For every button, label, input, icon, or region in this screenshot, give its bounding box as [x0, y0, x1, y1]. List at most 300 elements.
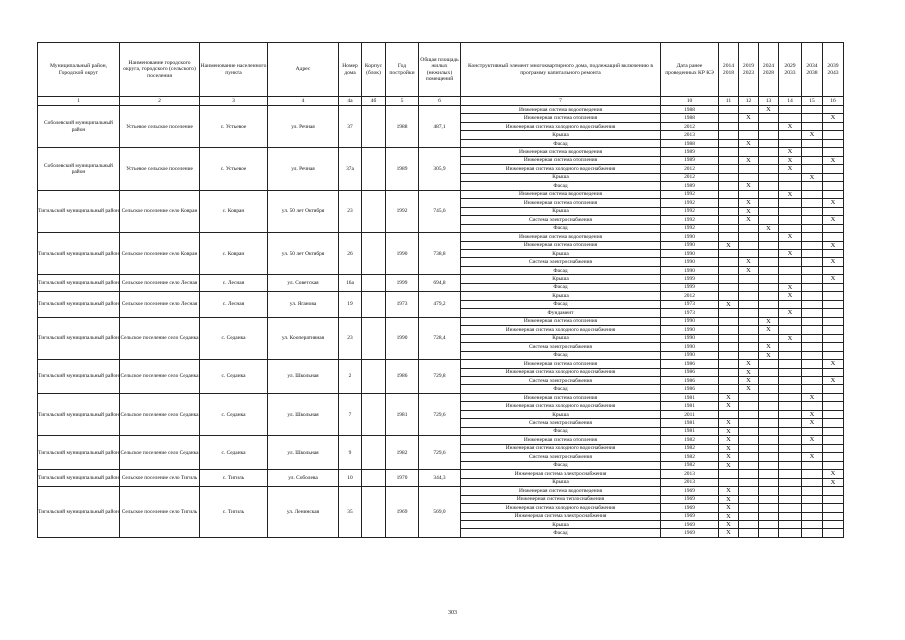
period-mark-cell: [779, 393, 802, 401]
locality-cell: с. Тигиль: [200, 470, 268, 487]
structural-element-cell: Инженерная система отопления: [461, 393, 661, 401]
period-mark-cell: [779, 266, 802, 274]
structural-element-cell: Инженерная система водоотведения: [461, 106, 661, 114]
period-mark-cell: [823, 368, 844, 376]
prior-repair-date-cell: 1988: [661, 114, 719, 122]
settlement-cell: Сельское поселение село Лесная: [120, 292, 200, 317]
period-mark-cell: [779, 275, 802, 283]
period-mark-cell: [802, 114, 823, 122]
period-mark-cell: [759, 148, 779, 156]
prior-repair-date-cell: 1969: [661, 495, 719, 503]
structural-element-cell: Крыша: [461, 410, 661, 418]
period-mark-cell: X: [779, 148, 802, 156]
period-mark-cell: [719, 326, 739, 334]
prior-repair-date-cell: 1989: [661, 148, 719, 156]
column-header: 2014 2018: [719, 43, 739, 97]
period-mark-cell: X: [823, 470, 844, 478]
period-mark-cell: X: [719, 419, 739, 427]
column-number: 4а: [339, 97, 362, 106]
locality-cell: с. Седанка: [200, 317, 268, 359]
period-mark-cell: [779, 182, 802, 190]
period-mark-cell: X: [739, 216, 759, 224]
period-mark-cell: [823, 419, 844, 427]
period-mark-cell: [802, 504, 823, 512]
period-mark-cell: [719, 258, 739, 266]
period-mark-cell: X: [719, 402, 739, 410]
period-mark-cell: [739, 224, 759, 232]
period-mark-cell: [802, 529, 823, 537]
column-number: 10: [661, 97, 719, 106]
column-number: 6: [419, 97, 461, 106]
period-mark-cell: [759, 241, 779, 249]
structural-element-cell: Крыша: [461, 478, 661, 486]
column-header: Адрес: [268, 43, 339, 97]
house-number-cell: 35: [339, 487, 362, 538]
district-cell: Соболевский муниципальный район: [38, 148, 120, 190]
period-mark-cell: [779, 461, 802, 469]
period-mark-cell: X: [719, 300, 739, 308]
block-cell: [362, 317, 386, 359]
period-mark-cell: [759, 334, 779, 342]
period-mark-cell: [802, 478, 823, 486]
period-mark-cell: X: [759, 106, 779, 114]
structural-element-cell: Система электроснабжения: [461, 216, 661, 224]
settlement-cell: Устьевое сельское поселение: [120, 148, 200, 190]
period-mark-cell: X: [719, 444, 739, 452]
prior-repair-date-cell: 1990: [661, 233, 719, 241]
block-cell: [362, 470, 386, 487]
period-mark-cell: [779, 131, 802, 139]
capital-repair-table: [37, 42, 844, 538]
settlement-cell: Сельское поселение село Седанка: [120, 360, 200, 394]
period-mark-cell: [779, 377, 802, 385]
area-cell: 305,9: [419, 148, 461, 190]
period-mark-cell: [802, 156, 823, 164]
block-cell: [362, 393, 386, 435]
prior-repair-date-cell: 1999: [661, 283, 719, 291]
period-mark-cell: X: [823, 199, 844, 207]
period-mark-cell: [823, 427, 844, 435]
period-mark-cell: X: [759, 224, 779, 232]
period-mark-cell: [759, 300, 779, 308]
period-mark-cell: [759, 393, 779, 401]
period-mark-cell: [779, 343, 802, 351]
table-row: [38, 317, 844, 325]
period-mark-cell: [802, 385, 823, 393]
period-mark-cell: [759, 190, 779, 198]
period-mark-cell: [779, 520, 802, 528]
period-mark-cell: [739, 453, 759, 461]
area-cell: 729,8: [419, 360, 461, 394]
year-built-cell: 1990: [386, 317, 419, 359]
prior-repair-date-cell: 1982: [661, 453, 719, 461]
period-mark-cell: [802, 360, 823, 368]
structural-element-cell: Инженерная система водоотведения: [461, 148, 661, 156]
period-mark-cell: X: [759, 326, 779, 334]
address-cell: ул. Яганова: [268, 292, 339, 317]
period-mark-cell: [802, 402, 823, 410]
period-mark-cell: X: [739, 360, 759, 368]
period-mark-cell: [759, 410, 779, 418]
period-mark-cell: [719, 216, 739, 224]
period-mark-cell: [739, 393, 759, 401]
structural-element-cell: Фасад: [461, 529, 661, 537]
column-header: Муниципальный район, Городской округ: [38, 43, 120, 97]
period-mark-cell: [779, 360, 802, 368]
period-mark-cell: [759, 131, 779, 139]
period-mark-cell: [779, 427, 802, 435]
period-mark-cell: [739, 317, 759, 325]
structural-element-cell: Инженерная система отопления: [461, 199, 661, 207]
settlement-cell: Сельское поселение село Седанка: [120, 393, 200, 435]
period-mark-cell: X: [719, 504, 739, 512]
house-number-cell: 9: [339, 436, 362, 470]
period-mark-cell: [739, 512, 759, 520]
period-mark-cell: [823, 343, 844, 351]
capital-repair-sheet: [37, 42, 843, 538]
period-mark-cell: [759, 207, 779, 215]
period-mark-cell: [823, 520, 844, 528]
settlement-cell: Сельское поселение село Ковран: [120, 190, 200, 232]
period-mark-cell: [759, 504, 779, 512]
structural-element-cell: Инженерная система отопления: [461, 114, 661, 122]
period-mark-cell: [779, 207, 802, 215]
period-mark-cell: [779, 173, 802, 181]
structural-element-cell: Инженерная система холодного водоснабжения: [461, 368, 661, 376]
period-mark-cell: [802, 300, 823, 308]
period-mark-cell: [823, 436, 844, 444]
period-mark-cell: [719, 368, 739, 376]
period-mark-cell: [802, 461, 823, 469]
structural-element-cell: Крыша: [461, 249, 661, 257]
structural-element-cell: Инженерная система отопления: [461, 436, 661, 444]
period-mark-cell: [802, 326, 823, 334]
period-mark-cell: [823, 122, 844, 130]
period-mark-cell: [802, 241, 823, 249]
column-number: 5: [386, 97, 419, 106]
year-built-cell: 1969: [386, 487, 419, 538]
period-mark-cell: [779, 487, 802, 495]
structural-element-cell: Инженерная система отопления: [461, 360, 661, 368]
prior-repair-date-cell: 2012: [661, 165, 719, 173]
column-number: 4б: [362, 97, 386, 106]
period-mark-cell: [823, 487, 844, 495]
period-mark-cell: [739, 402, 759, 410]
locality-cell: с. Седанка: [200, 393, 268, 435]
period-mark-cell: [739, 300, 759, 308]
block-cell: [362, 233, 386, 275]
prior-repair-date-cell: 1990: [661, 334, 719, 342]
structural-element-cell: Крыша: [461, 207, 661, 215]
period-mark-cell: [823, 504, 844, 512]
period-mark-cell: [823, 529, 844, 537]
period-mark-cell: [779, 199, 802, 207]
period-mark-cell: [739, 478, 759, 486]
period-mark-cell: [779, 453, 802, 461]
period-mark-cell: [719, 275, 739, 283]
prior-repair-date-cell: 1989: [661, 182, 719, 190]
period-mark-cell: X: [823, 156, 844, 164]
period-mark-cell: [739, 351, 759, 359]
column-header: Корпус (блок): [362, 43, 386, 97]
structural-element-cell: Фасад: [461, 224, 661, 232]
settlement-cell: Сельское поселение село Седанка: [120, 317, 200, 359]
prior-repair-date-cell: 1982: [661, 461, 719, 469]
period-mark-cell: [823, 106, 844, 114]
period-mark-cell: [779, 444, 802, 452]
period-mark-cell: X: [779, 309, 802, 317]
structural-element-cell: Инженерная система отопления: [461, 241, 661, 249]
period-mark-cell: [759, 309, 779, 317]
period-mark-cell: [739, 436, 759, 444]
period-mark-cell: [779, 402, 802, 410]
period-mark-cell: [719, 114, 739, 122]
column-number: 14: [779, 97, 802, 106]
period-mark-cell: [802, 368, 823, 376]
period-mark-cell: [802, 266, 823, 274]
settlement-cell: Сельское поселение село Тигиль: [120, 470, 200, 487]
year-built-cell: 1982: [386, 436, 419, 470]
period-mark-cell: [759, 453, 779, 461]
period-mark-cell: X: [823, 241, 844, 249]
locality-cell: с. Устьевое: [200, 106, 268, 148]
house-number-cell: 19: [339, 292, 362, 317]
structural-element-cell: Инженерная система водоотведения: [461, 190, 661, 198]
period-mark-cell: [739, 190, 759, 198]
prior-repair-date-cell: 1973: [661, 309, 719, 317]
period-mark-cell: [739, 427, 759, 435]
period-mark-cell: [759, 233, 779, 241]
period-mark-cell: [802, 520, 823, 528]
period-mark-cell: [719, 360, 739, 368]
period-mark-cell: [823, 461, 844, 469]
period-mark-cell: [802, 122, 823, 130]
period-mark-cell: X: [739, 156, 759, 164]
period-mark-cell: [719, 317, 739, 325]
period-mark-cell: [823, 131, 844, 139]
period-mark-cell: [802, 309, 823, 317]
column-number: 13: [759, 97, 779, 106]
prior-repair-date-cell: 1990: [661, 351, 719, 359]
period-mark-cell: [759, 495, 779, 503]
period-mark-cell: [719, 249, 739, 257]
period-mark-cell: [802, 249, 823, 257]
period-mark-cell: X: [823, 114, 844, 122]
table-row: [38, 436, 844, 444]
period-mark-cell: X: [779, 122, 802, 130]
period-mark-cell: X: [802, 410, 823, 418]
prior-repair-date-cell: 2013: [661, 131, 719, 139]
period-mark-cell: [802, 165, 823, 173]
period-mark-cell: [823, 266, 844, 274]
period-mark-cell: [759, 385, 779, 393]
period-mark-cell: X: [802, 453, 823, 461]
period-mark-cell: [759, 520, 779, 528]
period-mark-cell: [759, 377, 779, 385]
year-built-cell: 1981: [386, 393, 419, 435]
period-mark-cell: [823, 165, 844, 173]
structural-element-cell: Инженерная система холодного водоснабжения: [461, 326, 661, 334]
period-mark-cell: [779, 410, 802, 418]
structural-element-cell: Инженерная система электроснабжения: [461, 512, 661, 520]
period-mark-cell: [739, 309, 759, 317]
locality-cell: с. Лесная: [200, 275, 268, 292]
period-mark-cell: [759, 529, 779, 537]
period-mark-cell: X: [719, 520, 739, 528]
period-mark-cell: X: [759, 317, 779, 325]
table-row: [38, 233, 844, 241]
period-mark-cell: [739, 292, 759, 300]
column-number: 4: [268, 97, 339, 106]
district-cell: Тигильский муниципальный район: [38, 317, 120, 359]
period-mark-cell: [802, 216, 823, 224]
settlement-cell: Сельское поселение село Тигиль: [120, 487, 200, 538]
prior-repair-date-cell: 1982: [661, 436, 719, 444]
period-mark-cell: [759, 114, 779, 122]
column-header: Год постройки: [386, 43, 419, 97]
period-mark-cell: [802, 283, 823, 291]
period-mark-cell: [739, 148, 759, 156]
period-mark-cell: [823, 317, 844, 325]
period-mark-cell: [719, 283, 739, 291]
period-mark-cell: [779, 351, 802, 359]
period-mark-cell: X: [823, 258, 844, 266]
structural-element-cell: Инженерная система холодного водоснабжения: [461, 165, 661, 173]
structural-element-cell: Крыша: [461, 275, 661, 283]
area-cell: 344,3: [419, 470, 461, 487]
period-mark-cell: [823, 190, 844, 198]
column-header: Наименование городского округа, городского (сельского) поселения: [120, 43, 200, 97]
period-mark-cell: [719, 410, 739, 418]
period-mark-cell: [759, 165, 779, 173]
period-mark-cell: [719, 156, 739, 164]
structural-element-cell: Инженерная система холодного водоснабжения: [461, 402, 661, 410]
structural-element-cell: Система электроснабжения: [461, 419, 661, 427]
period-mark-cell: [739, 410, 759, 418]
prior-repair-date-cell: 2013: [661, 478, 719, 486]
address-cell: ул. Речная: [268, 148, 339, 190]
period-mark-cell: [759, 478, 779, 486]
period-mark-cell: [823, 309, 844, 317]
period-mark-cell: [802, 233, 823, 241]
period-mark-cell: [719, 165, 739, 173]
period-mark-cell: [823, 444, 844, 452]
table-row: [38, 292, 844, 300]
period-mark-cell: X: [739, 385, 759, 393]
period-mark-cell: [802, 207, 823, 215]
period-mark-cell: [823, 351, 844, 359]
period-mark-cell: [739, 241, 759, 249]
table-row: [38, 393, 844, 401]
address-cell: ул. 50 лет Октября: [268, 190, 339, 232]
prior-repair-date-cell: 1986: [661, 385, 719, 393]
period-mark-cell: [802, 377, 823, 385]
table-header: [38, 43, 844, 106]
prior-repair-date-cell: 1981: [661, 427, 719, 435]
address-cell: ул. 50 лет Октября: [268, 233, 339, 275]
period-mark-cell: [779, 470, 802, 478]
period-mark-cell: [759, 368, 779, 376]
prior-repair-date-cell: 1969: [661, 529, 719, 537]
period-mark-cell: [759, 292, 779, 300]
prior-repair-date-cell: 1990: [661, 343, 719, 351]
period-mark-cell: [779, 478, 802, 486]
address-cell: ул. Соболева: [268, 470, 339, 487]
settlement-cell: Устьевое сельское поселение: [120, 106, 200, 148]
column-number: 7: [461, 97, 661, 106]
period-mark-cell: X: [719, 393, 739, 401]
area-cell: 569,0: [419, 487, 461, 538]
period-mark-cell: [759, 436, 779, 444]
district-cell: Тигильский муниципальный район: [38, 233, 120, 275]
period-mark-cell: [802, 334, 823, 342]
column-header: 2034 2038: [802, 43, 823, 97]
period-mark-cell: X: [779, 233, 802, 241]
period-mark-cell: [779, 529, 802, 537]
period-mark-cell: [802, 470, 823, 478]
period-mark-cell: [759, 461, 779, 469]
period-mark-cell: [739, 504, 759, 512]
period-mark-cell: X: [779, 334, 802, 342]
period-mark-cell: [779, 224, 802, 232]
period-mark-cell: X: [739, 114, 759, 122]
house-number-cell: 26: [339, 233, 362, 275]
prior-repair-date-cell: 1986: [661, 368, 719, 376]
period-mark-cell: [802, 351, 823, 359]
table-row: [38, 275, 844, 283]
area-cell: 479,2: [419, 292, 461, 317]
area-cell: 694,8: [419, 275, 461, 292]
period-mark-cell: X: [802, 436, 823, 444]
period-mark-cell: [719, 199, 739, 207]
period-mark-cell: [802, 182, 823, 190]
period-mark-cell: [802, 512, 823, 520]
structural-element-cell: Фасад: [461, 461, 661, 469]
period-mark-cell: [779, 326, 802, 334]
address-cell: ул. Ленинская: [268, 487, 339, 538]
table-row: [38, 148, 844, 156]
period-mark-cell: [719, 148, 739, 156]
period-mark-cell: [739, 283, 759, 291]
area-cell: 745,6: [419, 190, 461, 232]
district-cell: Тигильский муниципальный район: [38, 275, 120, 292]
prior-repair-date-cell: 1999: [661, 275, 719, 283]
period-mark-cell: [719, 478, 739, 486]
table-body: [38, 106, 844, 538]
column-header: Дата ранее проведенных КР КЭ: [661, 43, 719, 97]
period-mark-cell: [823, 148, 844, 156]
year-built-cell: 1973: [386, 292, 419, 317]
column-number: 15: [802, 97, 823, 106]
period-mark-cell: [802, 275, 823, 283]
structural-element-cell: Инженерная система отопления: [461, 317, 661, 325]
address-cell: ул. Советская: [268, 275, 339, 292]
period-mark-cell: [739, 419, 759, 427]
period-mark-cell: [719, 190, 739, 198]
period-mark-cell: [823, 385, 844, 393]
period-mark-cell: [759, 444, 779, 452]
locality-cell: с. Устьевое: [200, 148, 268, 190]
year-built-cell: 1992: [386, 190, 419, 232]
table-row: [38, 106, 844, 114]
period-mark-cell: [802, 495, 823, 503]
period-mark-cell: [823, 495, 844, 503]
period-mark-cell: X: [779, 292, 802, 300]
period-mark-cell: X: [779, 156, 802, 164]
period-mark-cell: [802, 139, 823, 147]
period-mark-cell: [802, 148, 823, 156]
period-mark-cell: [739, 343, 759, 351]
